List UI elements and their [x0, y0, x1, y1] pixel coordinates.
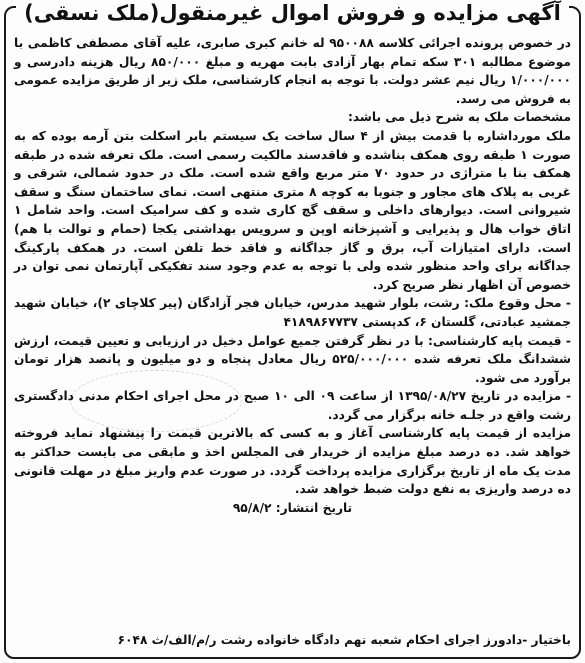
notice-signature: [14, 631, 571, 649]
property-description: ملک مورداشاره با قدمت بیش از ۴ سال ساخت یک سیستم بابر اسکلت بتن آرمه بوده که به صورت ۱ طبقه روی همکف بناشده و فاقدسند مالکیت رسمی است. ملک تعرفه شده در طبقه همکف بنا با متراژی در حدود ۷۰ متر مربع واقع شده است. ملک در حدود شمالی، شرقی و غربی به پلاک های مجاور و جنوبا به کوچه ۸ متری منتهی است. نمای ساختمان سنگ و سقف شیروانی است. دیوارهای داخلی و سقف گچ کاری شده و کف سرامیک است. واحد شامل ۱ اتاق خواب هال و پذیرایی و آشپزخانه اوپن و سرویس بهداشتی یکجا (حمام و توالت با هم) است. دارای امتیازات آب، برق و گاز جداگانه و فاقد خط تلفن است. در همکف پارکینگ جداگانه برای واحد منظور شده ولی با توجه به عدم وجود سند تفکیکی آپارتمان نمی توان در خصوص آن اظهار نظر صریح کرد.: [14, 128, 572, 292]
signature-text: باختیار -دادورز اجرای احکام شعبه نهم دادگاه خانواده رشت ر/م/الف/ث ۶۰۴۸: [117, 633, 571, 647]
notice-body: [14, 34, 571, 517]
publish-date: تاریخ انتشار: ۹۵/۸/۲: [232, 500, 353, 515]
notice-title: [0, 0, 585, 26]
property-location: - محل وقوع ملک: رشت، بلوار شهید مدرس، خیابان فجر آزادگان (پیر کلاچای ۲)، خیابان شهید جمشید عبادتی، گلستان ۶، کدپستی ۴۱۸۹۸۶۷۷۳۷: [14, 296, 571, 329]
intro-paragraph: در خصوص پرونده اجرائی کلاسه ۹۵۰۰۸۸ له خانم کبری صابری، علیه آقای مصطفی کاظمی با موضوع مطالبه ۳۰۱ سکه تمام بهار آزادی بابت مهریه و مبلغ ۸۵۰/۰۰۰ ریال هزینه دادرسی و ۱/۰۰۰/۰۰۰ ریال نیم عشر دولت. با توجه به انجام کارشناسی، ملک زیر از طریق مزایده عمومی به فروش می رسد.: [14, 36, 572, 106]
auction-terms: مزایده از قیمت پایه کارشناسی آغاز و به کسی که بالاترین قیمت را پیشنهاد نماید فروخته خواهد شد. ده درصد مبلغ مزایده از خریدار فی المجلس اخذ و مابقی می بایست حداکثر به مدت یک ماه از تاریخ برگزاری مزایده پرداخت گردد. در صورت عدم واریز مبلغ در مهلت قانونی ده درصد واریزی به نفع دولت ضبط خواهد شد.: [14, 426, 571, 497]
specs-heading: مشخصات ملک به شرح ذیل می باشد:: [348, 110, 571, 125]
notice-title-text: آگهی مزایده و فروش اموال غیرمنقول(ملک نسقی): [16, 1, 569, 25]
base-price: - قیمت پایه کارشناسی: با در نظر گرفتن جمیع عوامل دخیل در ارزیابی و تعیین قیمت، ارزش ششدانگ ملک تعرفه شده ۵۲۵/۰۰۰/۰۰۰ ریال معادل پنجاه و دو میلیون و پانصد هزار تومان برآورد می شود.: [14, 333, 571, 385]
auction-time: - مزایده در تاریخ ۱۳۹۵/۰۸/۲۷ از ساعت ۰۹ الی ۱۰ صبح در محل اجرای احکام مدنی دادگستری رشت واقع در جلـه خانه برگزار می گردد.: [14, 389, 572, 422]
